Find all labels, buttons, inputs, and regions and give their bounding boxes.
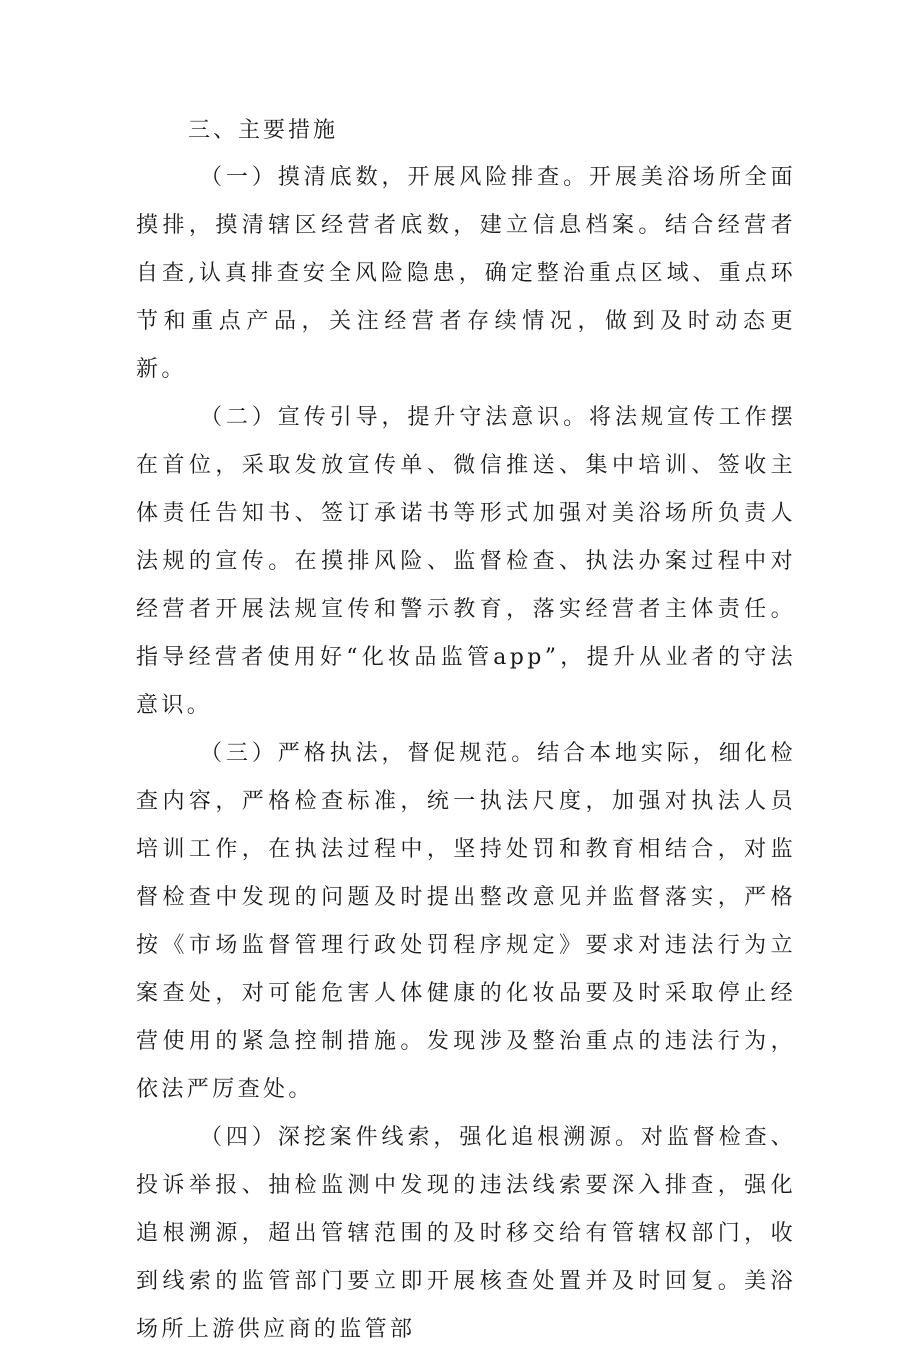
paragraph-2: （二）宣传引导，提升守法意识。将法规宣传工作摆在首位，采取发放宣传单、微信推送、集中培训、签收主体责任告知书、签订承诺书等形式加强对美浴场所负责人法规的宣传。在摸排风险、监督检查、执法办案过程中对经营者开展法规宣传和警示教育，落实经营者主体责任。指导经营者使用好“化妆品监管app”，提升从业者的守法意识。 (136, 405, 796, 718)
paragraph-1: （一）摸清底数，开展风险排查。开展美浴场所全面摸排，摸清辖区经营者底数，建立信息档案。结合经营者自查,认真排查安全风险隐患，确定整治重点区域、重点环节和重点产品，关注经营者存续情况，做到及时动态更新。 (136, 165, 796, 382)
paragraph-4: （四）深挖案件线索，强化追根溯源。对监督检查、投诉举报、抽检监测中发现的违法线索要深入排查，强化追根溯源，超出管辖范围的及时移交给有管辖权部门，收到线索的监管部门要立即开展核查处置并及时回复。美浴场所上游供应商的监管部 (136, 1125, 796, 1342)
paragraph-3: （三）严格执法，督促规范。结合本地实际，细化检查内容，严格检查标准，统一执法尺度，加强对执法人员培训工作，在执法过程中，坚持处罚和教育相结合，对监督检查中发现的问题及时提出整改意见并监督落实，严格按《市场监督管理行政处罚程序规定》要求对违法行为立案查处，对可能危害人体健康的化妆品要及时采取停止经营使用的紧急控制措施。发现涉及整治重点的违法行为，依法严厉查处。 (136, 741, 796, 1102)
section-heading: 三、主要措施 (188, 118, 339, 143)
document-page (136, 108, 796, 1354)
